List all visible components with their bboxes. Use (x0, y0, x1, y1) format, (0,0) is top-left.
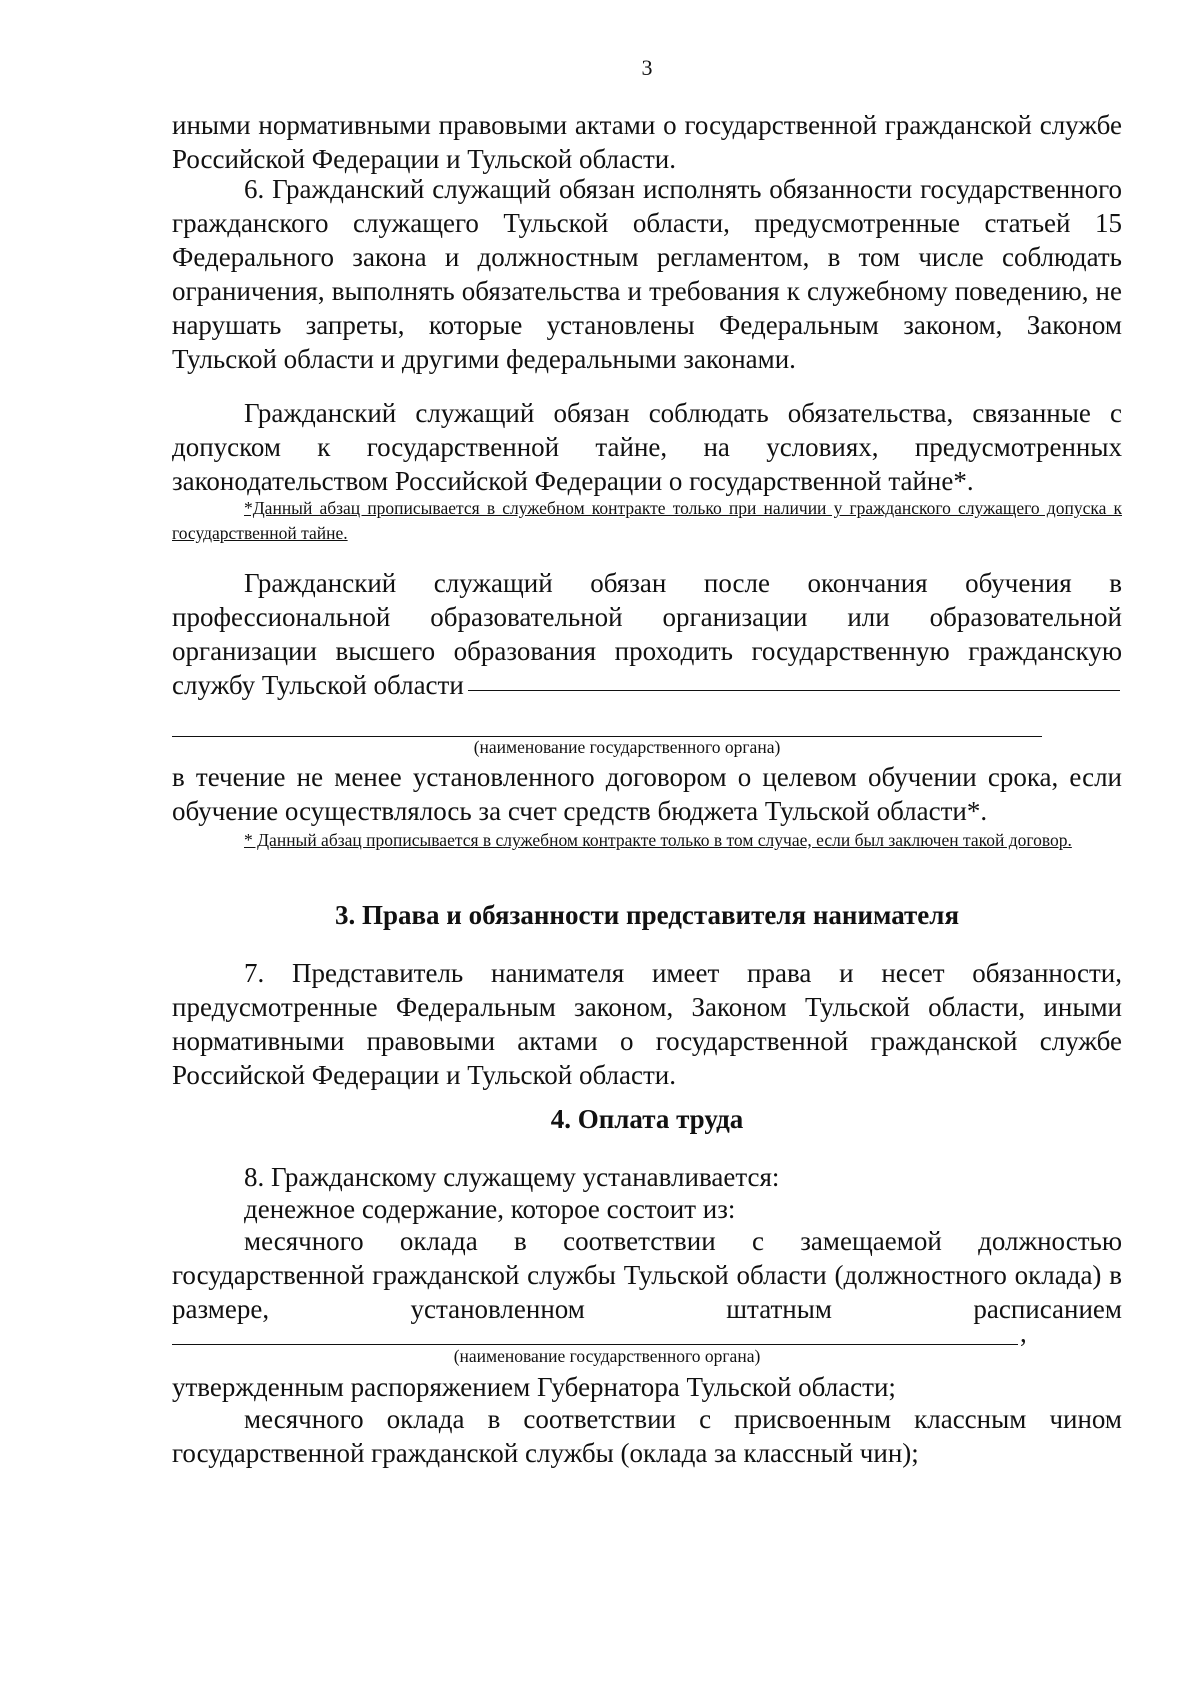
paragraph-item-8: 8. Гражданскому служащему устанавливается: (244, 1162, 780, 1192)
paragraph-target-training: Гражданский служащий обязан после окончания обучения в профессиональной образовательной организации или образовательной организации высшего образования проходить государственную гражданскую службу Тульской области (172, 568, 1122, 700)
paragraph-salary: денежное содержание, которое состоит из: (244, 1194, 736, 1224)
paragraph-continuation: иными нормативными правовыми актами о государственной гражданской службе Российской Федерации и Тульской области. (172, 110, 1122, 174)
caption-organ-name-1: (наименование государственного органа) (473, 737, 781, 757)
paragraph-training-term: в течение не менее установленного договором о целевом обучении срока, если обучение осуществлялось за счет средств бюджета Тульской области*. (172, 762, 1122, 826)
paragraph-approved-order: утвержденным распоряжением Губернатора Тульской области; (172, 1372, 896, 1402)
paragraph-state-secret: Гражданский служащий обязан соблюдать обязательства, связанные с допуском к государственной тайне, на условиях, предусмотренных законодательством Российской Федерации о государственной тайне*. (172, 398, 1122, 496)
caption-organ-name-2: (наименование государственного органа) (453, 1346, 761, 1366)
footnote-training-contract: * Данный абзац прописывается в служебном контракте только в том случае, если был заключен такой договор. (244, 830, 1072, 850)
fill-line-3 (172, 1344, 1018, 1345)
paragraph-official-salary: месячного оклада в соответствии с замещаемой должностью государственной гражданской службы Тульской области (должностного оклада) в размере, установленном штатным расписанием (172, 1226, 1122, 1324)
page-number: 3 (641, 55, 653, 80)
footnote-state-secret: *Данный абзац прописывается в служебном контракте только при наличии у гражданского служащего допуска к государственной тайне. (172, 498, 1122, 543)
paragraph-item-7: 7. Представитель нанимателя имеет права и несет обязанности, предусмотренные Федеральным законом, Законом Тульской области, иными нормативными правовыми актами о государственной гражданской службе Российской Федерации и Тульской области. (172, 958, 1122, 1090)
paragraph-class-rank-salary: месячного оклада в соответствии с присвоенным классным чином государственной гражданской службы (оклада за классный чин); (172, 1404, 1122, 1468)
section-heading-3: 3. Права и обязанности представителя нанимателя (334, 900, 960, 930)
fill-line-1 (468, 690, 1120, 691)
section-heading-4: 4. Оплата труда (550, 1104, 744, 1134)
comma-mark: , (1020, 1318, 1027, 1348)
paragraph-item-6: 6. Гражданский служащий обязан исполнять обязанности государственного гражданского служащего Тульской области, предусмотренные статьей 15 Федерального закона и должностным регламентом, в том числе соблюдать ограничения, выполнять обязательства и требования к служебному поведению, не нарушать запреты, которые установлены Федеральным законом, Законом Тульской области и другими федеральными законами. (172, 174, 1122, 374)
